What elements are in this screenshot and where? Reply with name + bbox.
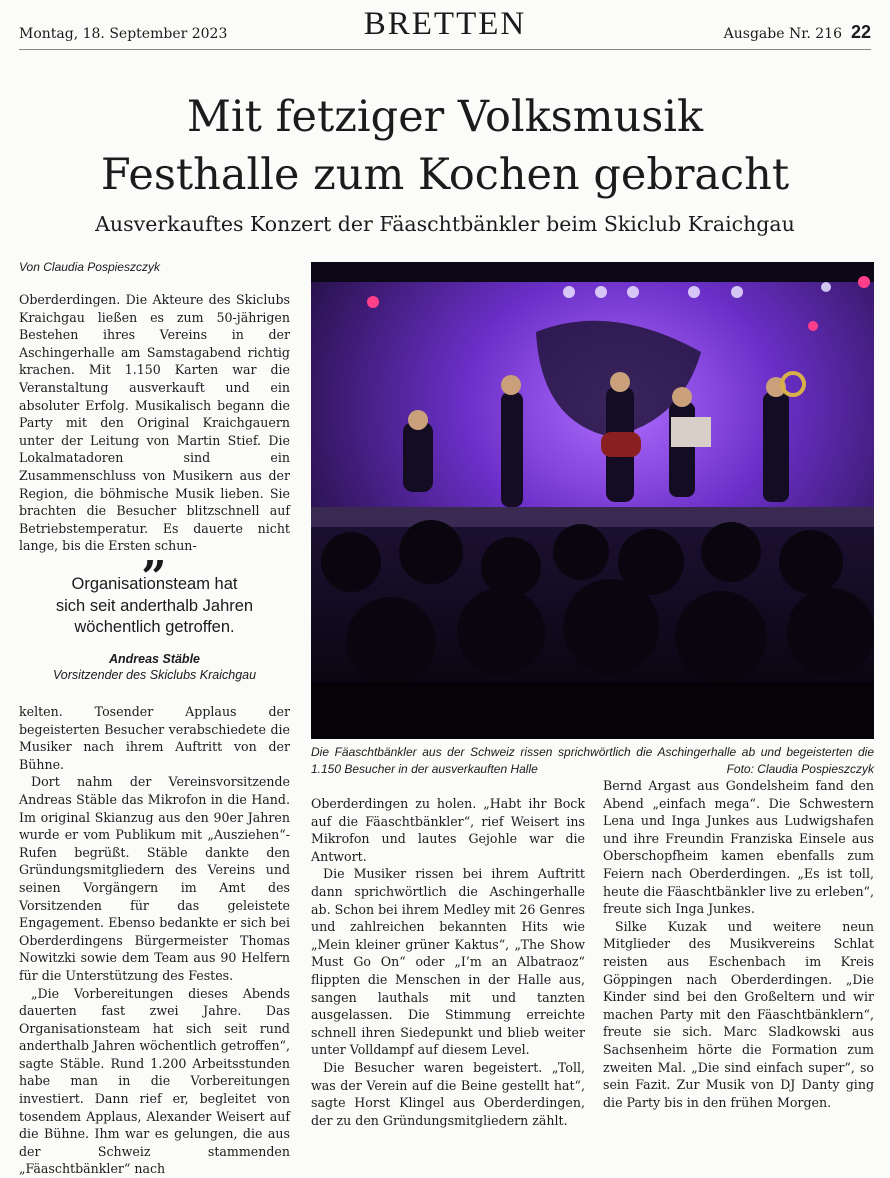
column-3 xyxy=(603,777,874,1111)
concert-photo-image xyxy=(311,262,874,739)
paragraph: Silke Kuzak und weitere neun Mitglieder des Musikvereins Schlat reisten aus Eschenbach im Kreis Göppingen nach Oberderdingen. „Die Kinder sind bei den Großeltern und wir machen Party mit den Fäaschtbänklern“, freute sie sich. Marc Sladkowski aus Sachsenheim hörte die Formation zum zweiten Mal. „Die sind einfach super“, so sein Fazit. Zur Musik von DJ Danty ging die Party bis in den frühen Morgen. xyxy=(603,918,874,1112)
quote-mark-icon: „ xyxy=(142,531,167,575)
column-1-bottom xyxy=(19,703,290,1178)
pull-quote-line: sich seit anderthalb Jahren xyxy=(19,596,290,618)
page-number: 22 xyxy=(851,22,871,43)
paragraph: Bernd Argast aus Gondelsheim fand den Abend „einfach mega“. Die Schwestern Lena und Inga Junkes aus Ludwigshafen und ihre Freundin Franziska Einsele aus Oberschopfheim kamen ebenfalls zum Feiern nach Oberderdingen. „Es ist toll, heute die Fäaschtbänkler live zu erleben“, freute sich Inga Junkes. xyxy=(603,777,874,918)
column-1-top xyxy=(19,291,290,555)
issue-number: Ausgabe Nr. 216 xyxy=(724,26,842,42)
paragraph: Die Musiker rissen bei ihrem Auftritt dann sprichwörtlich die Aschingerhalle ab. Schon bei ihrem Medley mit 26 Genres und zahlreichen bekannten Hits wie „Mein kleiner grüner Kaktus“, „The Show Must Go On“ oder „I’m an Albatraoz“ flippten die Menschen in der Halle aus, sangen lauthals mit und tanzten ausgelassen. Die Stimmung erreichte schnell ihren Siedepunkt und blieb weiter unter Volldampf auf diesem Level. xyxy=(311,865,585,1059)
quote-author: Andreas Stäble xyxy=(19,652,290,666)
caption-text: Die Fäaschtbänkler aus der Schweiz rissen sprichwörtlich die Aschingerhalle ab und begeisterten die 1.150 Besucher in der ausverkauften Halle xyxy=(311,745,874,776)
pull-quote-line: Organisationsteam hat xyxy=(19,574,290,596)
issue-date: Montag, 18. September 2023 xyxy=(19,26,227,42)
paragraph: Oberderdingen zu holen. „Habt ihr Bock auf die Fäaschtbänkler“, rief Weisert ins Mikrofon und lautes Gejohle war die Antwort. xyxy=(311,795,585,865)
concert-photo xyxy=(311,262,874,739)
photo-caption xyxy=(311,744,874,777)
headline xyxy=(0,88,890,204)
subheadline: Ausverkauftes Konzert der Fäaschtbänkler beim Skiclub Kraichgau xyxy=(0,212,890,236)
paragraph: kelten. Tosender Applaus der begeisterten Besucher verabschiedete die Musiker nach ihrem Auftritt von der Bühne. xyxy=(19,703,290,773)
pull-quote xyxy=(19,574,290,639)
section-title: BRETTEN xyxy=(0,6,890,43)
photo-credit: Foto: Claudia Pospieszczyk xyxy=(727,761,874,778)
headline-line-2: Festhalle zum Kochen gebracht xyxy=(0,146,890,204)
byline: Von Claudia Pospieszczyk xyxy=(19,260,160,274)
paragraph: Oberderdingen. Die Akteure des Skiclubs Kraichgau ließen es zum 50-jährigen Bestehen ihres Vereins in der Aschingerhalle am Samstagabend richtig krachen. Mit 1.150 Karten war die Veranstaltung ausverkauft und ein absoluter Erfolg. Musikalisch begann die Party mit den Original Kraichgauern unter der Leitung von Martin Stief. Die Lokalmatadoren sind ein Zusammenschluss von Musikern aus der Region, die böhmische Musik lieben. Sie brachten die Besucher blitzschnell auf Betriebstemperatur. Es dauerte nicht lange, bis die Ersten schun- xyxy=(19,291,290,555)
paragraph: Dort nahm der Vereinsvorsitzende Andreas Stäble das Mikrofon in die Hand. Im original Skianzug aus den 90er Jahren wurde er vom Publikum mit „Ausziehen“-Rufen begrüßt. Stäble dankte den Gründungsmitgliedern des Vereins und seinen Vorgängern im Amt des Vorsitzenden für das geleistete Engagement. Ebenso bedankte er sich bei Oberderdingens Bürgermeister Thomas Nowitzki sowie dem Team aus 90 Helfern für die Unterstützung des Festes. xyxy=(19,773,290,984)
masthead-rule xyxy=(19,49,871,50)
pull-quote-line: wöchentlich getroffen. xyxy=(19,617,290,639)
headline-line-1: Mit fetziger Volksmusik xyxy=(0,88,890,146)
quote-author-role: Vorsitzender des Skiclubs Kraichgau xyxy=(19,668,290,682)
paragraph: Die Besucher waren begeistert. „Toll, was der Verein auf die Beine gestellt hat“, sagte Horst Klingel aus Oberderdingen, der zu den Gründungsmitgliedern zählt. xyxy=(311,1059,585,1129)
paragraph: „Die Vorbereitungen dieses Abends dauerten fast zwei Jahre. Das Organisationsteam hat sich seit rund anderthalb Jahren wöchentlich getroffen“, sagte Stäble. Rund 1.200 Arbeitsstunden habe man in die Vorbereitungen investiert. Dann rief er, begleitet von tosendem Applaus, Alexander Weisert auf die Bühne. Ihm war es gelungen, die aus der Schweiz stammenden „Fäaschtbänkler“ nach xyxy=(19,985,290,1178)
column-2 xyxy=(311,795,585,1129)
